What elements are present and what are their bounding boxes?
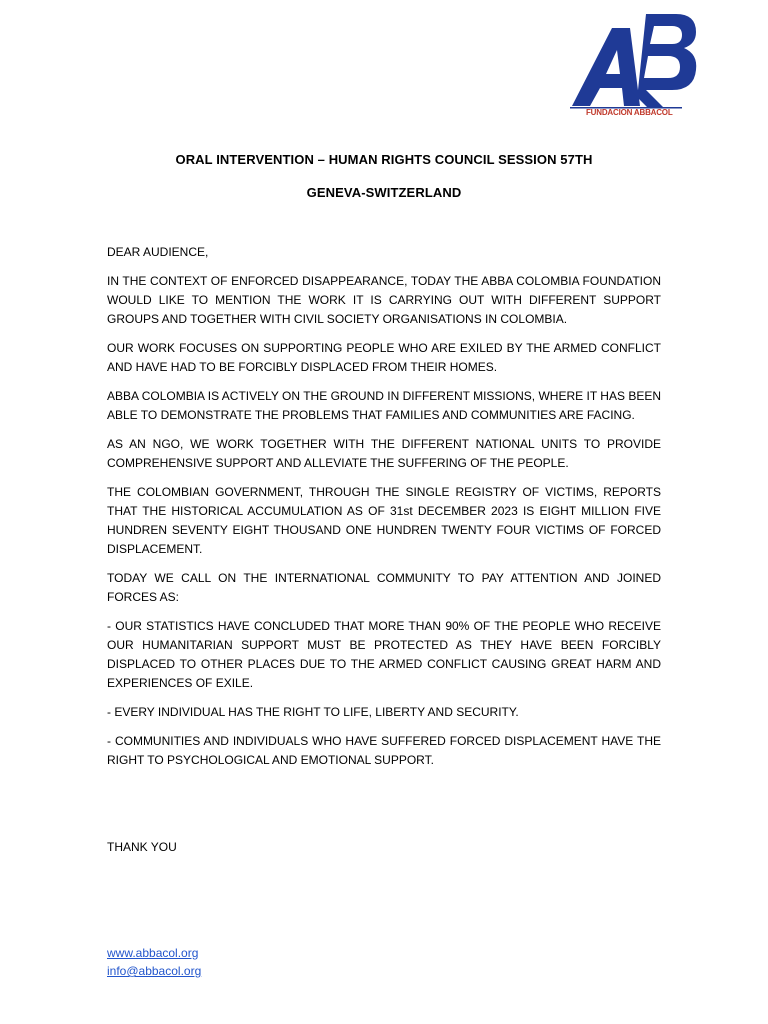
- paragraph-call-to-action: TODAY WE CALL ON THE INTERNATIONAL COMMUNITY TO PAY ATTENTION AND JOINED FORCES AS:: [107, 571, 661, 604]
- logo-graphic: [568, 10, 700, 120]
- website-link[interactable]: www.abbacol.org: [107, 946, 199, 960]
- document-title: ORAL INTERVENTION – HUMAN RIGHTS COUNCIL SESSION 57TH: [175, 152, 593, 167]
- bullet-statistics: - OUR STATISTICS HAVE CONCLUDED THAT MORE THAN 90% OF THE PEOPLE WHO RECEIVE OUR HUMANITARIAN SUPPORT MUST BE PROTECTED AS THEY HAVE BEEN FORCIBLY DISPLACED TO OTHER PLACES DUE TO THE ARMED CONFLICT CAUSING GREAT HARM AND EXPERIENCES OF EXILE.: [107, 619, 661, 690]
- letter-body: [107, 243, 661, 867]
- paragraph-context: IN THE CONTEXT OF ENFORCED DISAPPEARANCE, TODAY THE ABBA COLOMBIA FOUNDATION WOULD LIKE TO MENTION THE WORK IT IS CARRYING OUT WITH DIFFERENT SUPPORT GROUPS AND TOGETHER WITH CIVIL SOCIETY ORGANISATIONS IN COLOMBIA.: [107, 274, 661, 326]
- bullet-right-to-life: - EVERY INDIVIDUAL HAS THE RIGHT TO LIFE, LIBERTY AND SECURITY.: [107, 705, 519, 719]
- paragraph-missions: ABBA COLOMBIA IS ACTIVELY ON THE GROUND IN DIFFERENT MISSIONS, WHERE IT HAS BEEN ABLE TO DEMONSTRATE THE PROBLEMS THAT FAMILIES AND COMMUNITIES ARE FACING.: [107, 389, 661, 422]
- contact-links: [107, 944, 201, 980]
- salutation: DEAR AUDIENCE,: [107, 245, 209, 259]
- bullet-psychological-support: - COMMUNITIES AND INDIVIDUALS WHO HAVE SUFFERED FORCED DISPLACEMENT HAVE THE RIGHT TO PSYCHOLOGICAL AND EMOTIONAL SUPPORT.: [107, 734, 661, 767]
- closing: THANK YOU: [107, 840, 177, 854]
- logo-caption: FUNDACION ABBACOL: [586, 108, 673, 117]
- document-subtitle-location: GENEVA-SWITZERLAND: [306, 185, 462, 200]
- paragraph-government-registry: THE COLOMBIAN GOVERNMENT, THROUGH THE SINGLE REGISTRY OF VICTIMS, REPORTS THAT THE HISTORICAL ACCUMULATION AS OF 31st DECEMBER 2023 IS EIGHT MILLION FIVE HUNDREN SEVENTY EIGHT THOUSAND ONE HUNDREN TWENTY FOUR VICTIMS OF FORCED DISPLACEMENT.: [107, 485, 661, 556]
- foundation-logo: [568, 10, 700, 120]
- paragraph-ngo: AS AN NGO, WE WORK TOGETHER WITH THE DIFFERENT NATIONAL UNITS TO PROVIDE COMPREHENSIVE SUPPORT AND ALLEVIATE THE SUFFERING OF THE PEOPLE.: [107, 437, 661, 470]
- email-link[interactable]: info@abbacol.org: [107, 964, 202, 978]
- paragraph-work-focus: OUR WORK FOCUSES ON SUPPORTING PEOPLE WHO ARE EXILED BY THE ARMED CONFLICT AND HAVE HAD TO BE FORCIBLY DISPLACED FROM THEIR HOMES.: [107, 341, 661, 374]
